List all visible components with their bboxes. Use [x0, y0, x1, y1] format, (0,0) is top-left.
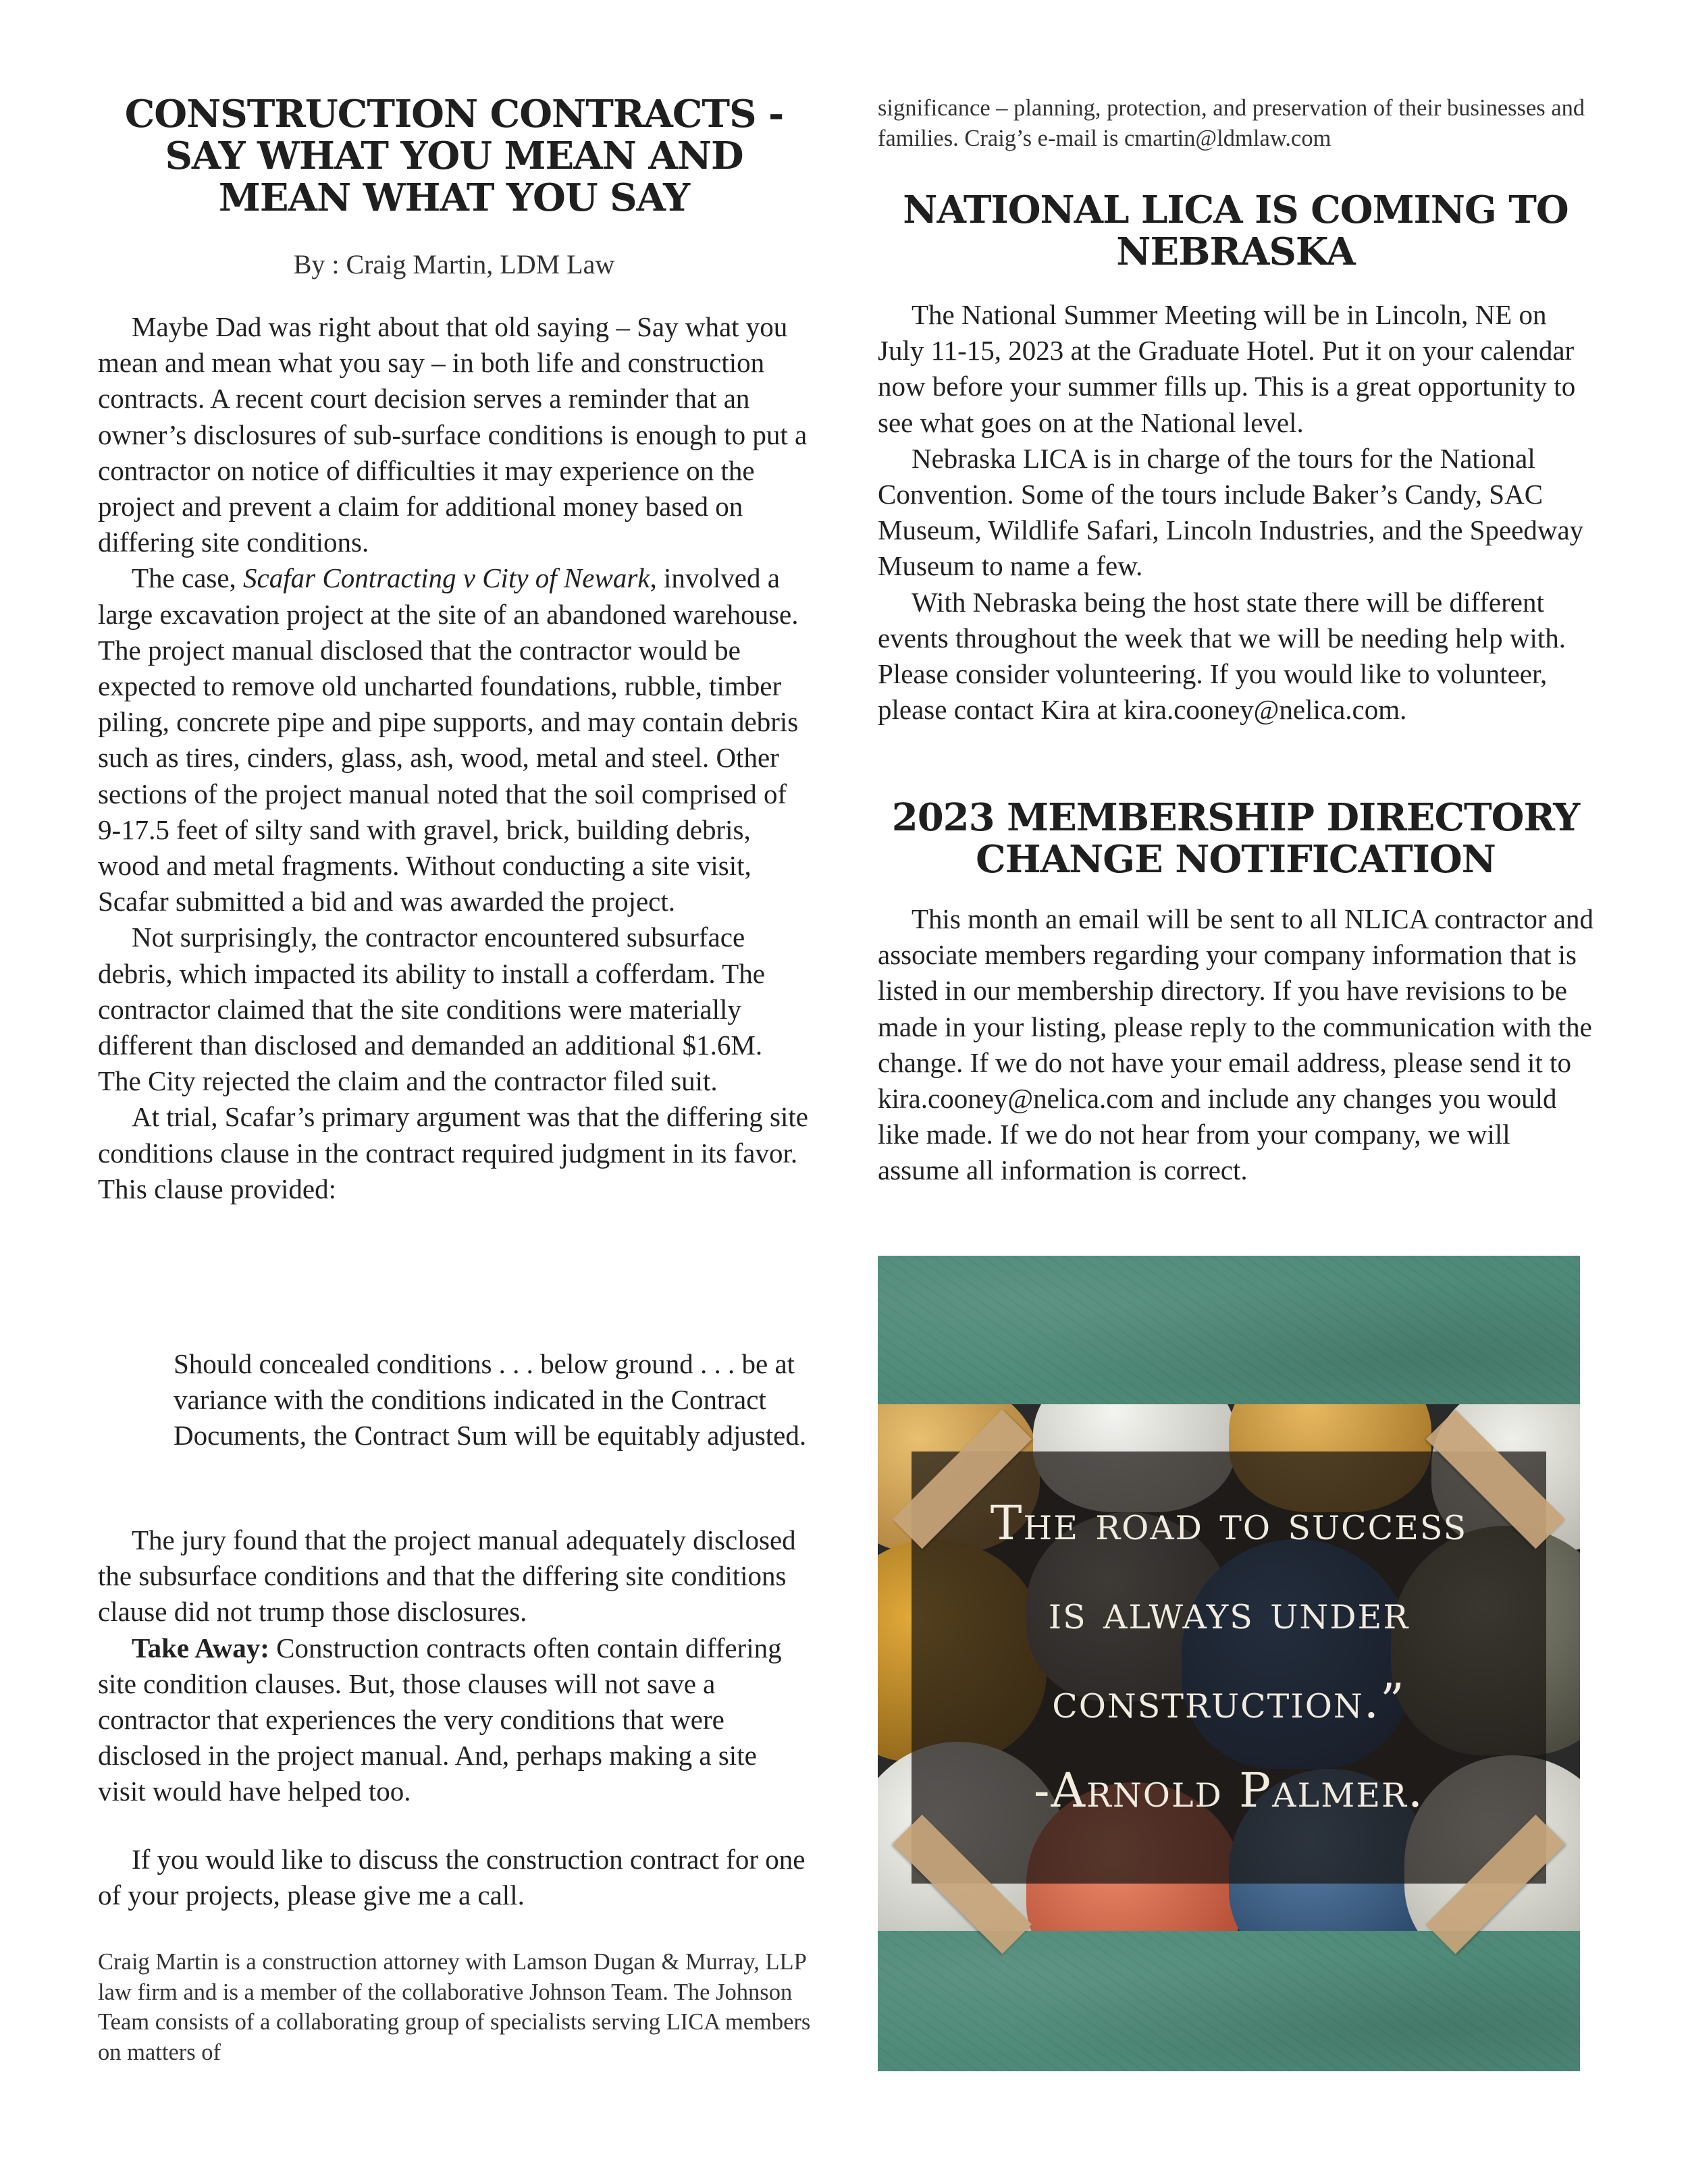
- directory-body: [878, 901, 1593, 1189]
- paragraph: Maybe Dad was right about that old saying – Say what you mean and mean what you say – in both life and construction contracts. A recent court decision serves a reminder that an owner’s disclosures of sub-surface conditions is enough to put a contractor on notice of difficulties it may experience on the project and prevent a claim for additional money based on differing site conditions.: [98, 311, 808, 558]
- call-to-action: [98, 1842, 810, 1913]
- takeaway-text: Construction contracts often contain differing site condition clauses. But, those clauses will not save a contractor that experiences the very conditions that were disclosed in the project manual. And, perhaps making a site visit would have helped too.: [98, 1632, 782, 1807]
- paragraph: [98, 560, 810, 920]
- byline: By : Craig Martin, LDM Law: [293, 249, 615, 279]
- paragraph: At trial, Scafar’s primary argument was that the differing site conditions clause in the contract required judgment in its favor. This clause provided:: [98, 1101, 808, 1204]
- block-quote: [98, 1346, 810, 1454]
- article-body-part1: [98, 309, 810, 1207]
- national-lica-body: [878, 297, 1593, 728]
- paragraph: This month an email will be sent to all NLICA contractor and associate members regarding your company information that is listed in our membership directory. If you have revisions to be made in your listing, please reply to the communication with the change. If we do not have your email address, please send it to kira.cooney@nelica.com and include any changes you would like made. If we do not hear from your company, we will assume all information is correct.: [878, 903, 1593, 1186]
- paragraph: Not surprisingly, the contractor encountered subsurface debris, which impacted its ability to install a cofferdam. The contractor claimed that the site conditions were materially different than disclosed and demanded an additional $1.6M. The City rejected the claim and the contractor filed suit.: [98, 922, 765, 1097]
- arnold-palmer-quote: The road to success is always under construction.” -Arnold Palmer.: [990, 1495, 1468, 1818]
- article-body-part2: [98, 1522, 810, 1810]
- national-lica-headline: NATIONAL LICA IS COMING TO NEBRASKA: [903, 188, 1568, 274]
- paragraph: If you would like to discuss the construction contract for one of your projects, please give me a call.: [98, 1844, 806, 1911]
- quote-poster: [878, 1256, 1580, 2071]
- paragraph: The jury found that the project manual adequately disclosed the subsurface conditions and that the differing site conditions clause did not trump those disclosures.: [98, 1524, 796, 1628]
- clause-quote: Should concealed conditions . . . below ground . . . be at variance with the conditions indicated in the Contract Documents, the Contract Sum will be equitably adjusted.: [174, 1348, 807, 1451]
- case-intro: The case,: [132, 562, 244, 594]
- paragraph: With Nebraska being the host state there will be different events throughout the week that we will be needing help with. Please consider volunteering. If you would like to volunteer, please contact Kira at kira.cooney@nelica.com.: [878, 586, 1566, 726]
- bio-continuation: significance – planning, protection, and preservation of their businesses and families. Craig’s e-mail is cmartin@ldmlaw.com: [878, 95, 1585, 151]
- directory-headline: 2023 MEMBERSHIP DIRECTORY CHANGE NOTIFICATION: [891, 795, 1580, 882]
- author-bio: Craig Martin is a construction attorney with Lamson Dugan & Murray, LLP law firm and is a member of the collaborative Johnson Team. The Johnson Team consists of a collaborating group of specialists serving LICA members on matters of: [98, 1949, 811, 2065]
- takeaway-paragraph: [98, 1630, 810, 1810]
- case-name: Scafar Contracting v City of Newark: [243, 562, 650, 594]
- green-wall-bottom: [878, 1931, 1580, 2071]
- article-headline: CONSTRUCTION CONTRACTS - SAY WHAT YOU MEAN AND MEAN WHAT YOU SAY: [124, 92, 784, 220]
- paragraph: The National Summer Meeting will be in Lincoln, NE on July 11-15, 2023 at the Graduate Hotel. Put it on your calendar now before your summer fills up. This is a great opportunity to see what goes on at the National level.: [878, 299, 1576, 438]
- case-text: , involved a large excavation project at the site of an abandoned warehouse. The project manual disclosed that the contractor would be expected to remove old uncharted foundations, rubble, timber piling, concrete pipe and pipe supports, and may contain debris such as tires, cinders, glass, ash, wood, metal and steel. Other sections of the project manual noted that the soil comprised of 9-17.5 feet of silty sand with gravel, brick, building debris, wood and metal fragments. Without conducting a site visit, Scafar submitted a bid and was awarded the project.: [98, 562, 799, 917]
- paragraph: Nebraska LICA is in charge of the tours for the National Convention. Some of the tours include Baker’s Candy, SAC Museum, Wildlife Safari, Lincoln Industries, and the Speedway Museum to name a few.: [878, 442, 1584, 582]
- takeaway-label: Take Away:: [132, 1632, 269, 1663]
- green-wall-top: [878, 1256, 1580, 1404]
